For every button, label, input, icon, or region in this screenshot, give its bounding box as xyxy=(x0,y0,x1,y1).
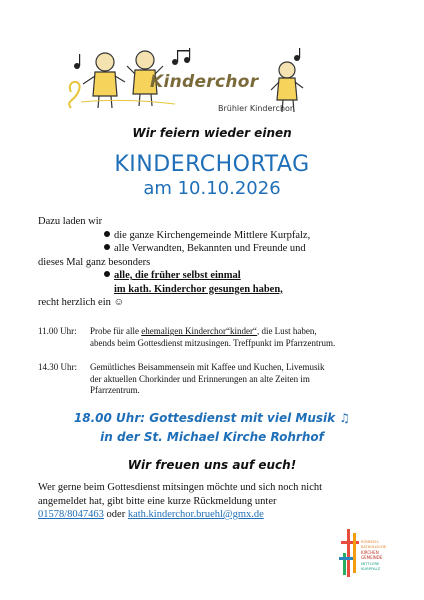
clef-icon xyxy=(69,82,79,108)
schedule-text: Gemütliches Beisammensein mit Kaffee und Kuchen, Livemusik xyxy=(90,362,325,372)
svg-text:KIRCHEN: KIRCHEN xyxy=(361,550,379,555)
invite-bullet-3b xyxy=(38,283,378,297)
invite-bullet-2 xyxy=(38,242,378,256)
invite-bullet-3 xyxy=(38,269,378,283)
schedule-item-2 xyxy=(38,362,398,397)
bullet-icon xyxy=(104,231,110,237)
schedule-text xyxy=(90,326,317,338)
footer-line-1: Wer gerne beim Gottesdienst mitsingen möchte und sich noch nicht xyxy=(38,482,323,493)
svg-text:GEMEINDE: GEMEINDE xyxy=(361,555,383,560)
footer-or: oder xyxy=(103,509,128,520)
headline-title: KINDERCHORTAG xyxy=(114,152,310,177)
footer-contact xyxy=(38,508,388,522)
invite-bullet-1 xyxy=(38,229,378,243)
logo-subtitle: Brühler Kinderchor xyxy=(218,104,294,113)
svg-text:RÖMISCH-: RÖMISCH- xyxy=(361,540,380,544)
invite-bullet-3b-text: im kath. Kinderchor gesungen haben, xyxy=(114,283,283,295)
schedule-item-1 xyxy=(38,326,398,349)
child-left-drawing xyxy=(83,53,125,108)
schedule-text-part: , die Lust haben, xyxy=(256,326,317,336)
invite-bullet-2-text: alle Verwandten, Bekannten und Freunde und xyxy=(114,243,306,254)
invite-bullet-3a-text: alle, die früher selbst einmal xyxy=(114,270,241,281)
invite-intro: Dazu laden wir xyxy=(38,216,103,227)
footer-block xyxy=(38,481,388,522)
email-link[interactable]: kath.kinderchor.bruehl@gmx.de xyxy=(127,509,264,520)
schedule-text-line: abends beim Gottesdienst mitzusingen. Treffpunkt im Pfarrzentrum. xyxy=(90,337,336,348)
footer-line-2: angemeldet hat, gibt bitte eine kurze Rückmeldung unter xyxy=(38,495,277,507)
schedule-time: 11.00 Uhr: xyxy=(38,326,77,336)
schedule-time: 14.30 Uhr: xyxy=(38,362,77,372)
logo-title: Kinderchor xyxy=(150,72,259,92)
schedule-text-line: Pfarrzentrum. xyxy=(90,385,140,395)
parish-logo xyxy=(337,527,397,579)
invite-bullet-1-text: die ganze Kirchengemeinde Mittlere Kurpfalz, xyxy=(114,229,311,241)
phone-link[interactable]: 01578/8047463 xyxy=(38,509,104,520)
headline-intro: Wir feiern wieder einen xyxy=(132,126,292,140)
bullet-icon xyxy=(104,271,110,277)
schedule-text-part: Probe für alle xyxy=(90,326,142,336)
svg-text:KATHOLISCHE: KATHOLISCHE xyxy=(361,545,387,549)
invite-special: dieses Mal ganz besonders xyxy=(38,256,151,268)
schedule-text-underlined: ehemaligen Kinderchor“kinder“ xyxy=(141,326,257,336)
thanks-text: Wir freuen uns auf euch! xyxy=(127,458,297,472)
headline-date: am 10.10.2026 xyxy=(143,178,281,199)
svg-text:KURPFALZ: KURPFALZ xyxy=(361,566,381,571)
schedule-text-line: der aktuellen Chorkinder und Erinnerungen an alte Zeiten im xyxy=(90,373,310,384)
invite-closing: recht herzlich ein ☺ xyxy=(38,297,125,308)
invitation-block xyxy=(38,215,378,310)
bullet-icon xyxy=(104,244,110,250)
svg-text:MITTLERE: MITTLERE xyxy=(361,561,380,566)
event-line-2: in der St. Michael Kirche Rohrhof xyxy=(100,430,324,444)
event-line-1: 18.00 Uhr: Gottesdienst mit viel Musik ♫ xyxy=(73,411,351,425)
